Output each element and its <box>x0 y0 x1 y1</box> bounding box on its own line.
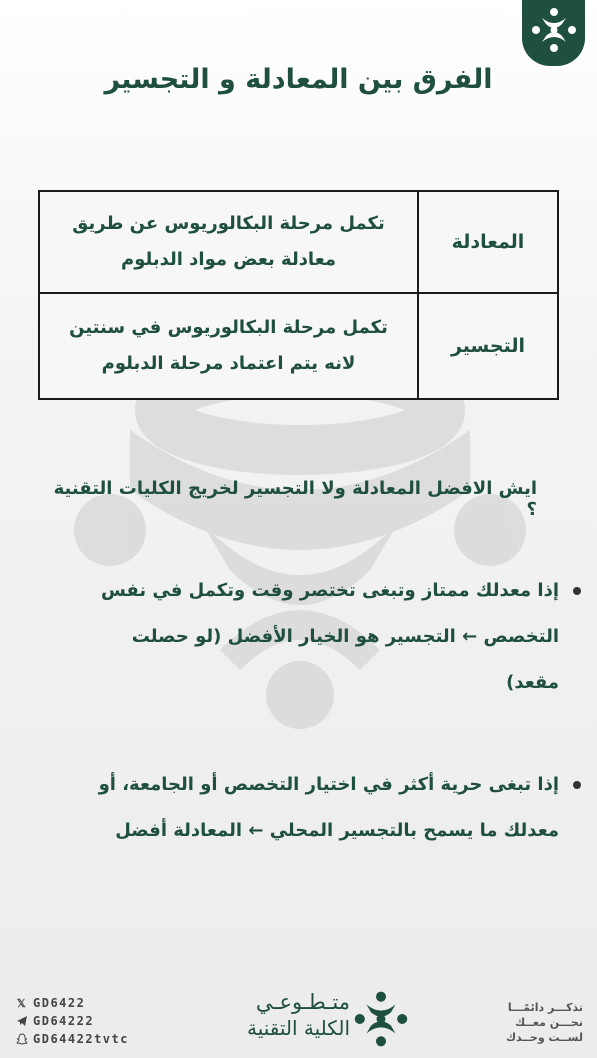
bullet-line: التخصص ← التجسير هو الخيار الأفضل (لو حصلت مقعد) <box>131 626 559 693</box>
description-line: تكمل مرحلة البكالوريوس في سنتين <box>69 317 388 338</box>
slogan-line: نحـــن معــك <box>515 1016 583 1029</box>
bullet-line: إذا معدلك ممتاز وتبغى تختصر وقت وتكمل في نفس <box>100 580 559 601</box>
list-item <box>89 568 559 706</box>
social-snapchat[interactable] <box>16 1030 129 1048</box>
social-handle: GD64422tvtc <box>33 1032 129 1046</box>
x-icon: 𝕏 <box>16 996 28 1010</box>
description-line: معادلة بعض مواد الدبلوم <box>121 249 336 270</box>
bullet-line: إذا تبغى حرية أكثر في اختيار التخصص أو الجامعة، أو <box>98 774 559 795</box>
social-telegram[interactable] <box>16 1012 129 1030</box>
logo-badge <box>522 0 585 66</box>
brand-name-line1: متـطـوعـي <box>255 990 350 1014</box>
row-description <box>39 293 418 399</box>
row-label: المعادلة <box>418 191 558 293</box>
page-title: الفرق بين المعادلة و التجسير <box>104 64 493 95</box>
bullet-dot-icon <box>573 587 581 595</box>
comparison-table <box>38 190 559 400</box>
question-heading: ايش الافضل المعادلة ولا التجسير لخريج الكليات التقنية ؟ <box>53 478 537 520</box>
social-handle: GD64222 <box>33 1014 95 1028</box>
brand-name-line2: الكلية التقنية <box>246 1016 350 1040</box>
social-x[interactable] <box>16 994 129 1012</box>
bullet-dot-icon <box>573 781 581 789</box>
slogan <box>506 1000 583 1045</box>
description-line: تكمل مرحلة البكالوريوس عن طريق <box>72 213 385 234</box>
slogan-line: تذكـــر دائمًـــا <box>507 1001 583 1014</box>
footer-brand <box>198 990 408 1050</box>
bullet-line: معدلك ما يسمح بالتجسير المحلي ← المعادلة أفضل <box>115 820 559 841</box>
snapchat-icon <box>16 1033 28 1045</box>
telegram-icon <box>16 1015 28 1027</box>
college-emblem-icon <box>354 990 408 1048</box>
slogan-line: لســت وحــدك <box>505 1031 583 1044</box>
social-handle: GD6422 <box>33 996 86 1010</box>
row-description <box>39 191 418 293</box>
list-item <box>89 762 559 854</box>
description-line: لانه يتم اعتماد مرحلة الدبلوم <box>101 353 356 374</box>
row-label: التجسير <box>418 293 558 399</box>
social-handles <box>16 994 129 1048</box>
table-row <box>39 191 558 293</box>
college-emblem-icon <box>530 6 578 54</box>
table-row <box>39 293 558 399</box>
